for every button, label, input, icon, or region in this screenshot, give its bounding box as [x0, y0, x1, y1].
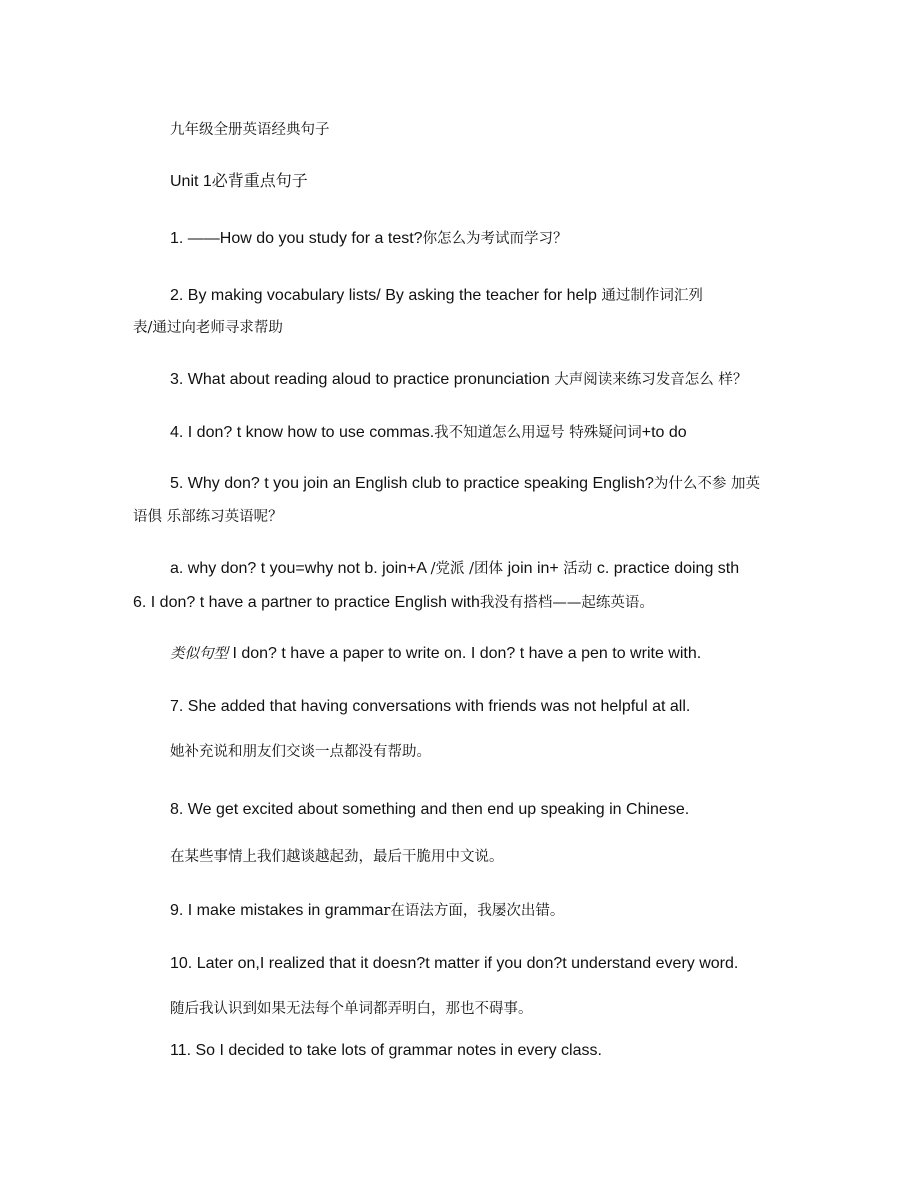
sentence-2-chinese-continuation: 表/通过向老师寻求帮助: [133, 320, 283, 336]
sentence-7-translation: [170, 742, 431, 762]
sentence-1-english: 1. ——How do you study for a test?: [170, 230, 423, 247]
sentence-11: [170, 1041, 602, 1061]
sentence-2: [170, 286, 703, 306]
sentence-2-continuation: [133, 318, 283, 338]
sentence-9-english: 9. I make mistakes in gramma: [170, 902, 384, 919]
sentence-5-continuation: [133, 507, 283, 527]
document-title-text: 九年级全册英语经典句子: [170, 122, 330, 138]
note-a-part-3: join in+: [507, 560, 564, 577]
sentence-1: [170, 229, 568, 249]
sentence-10-chinese: 随后我认识到如果无法每个单词都弄明白，那也不碍事。: [170, 1001, 533, 1017]
sentence-5-chinese-continuation: 语俱 乐部练习英语呢？: [133, 509, 283, 525]
sentence-10-english: 10. Later on,I realized that it doesn?t matter if you don?t understand every word.: [170, 955, 739, 972]
similar-pattern: [170, 644, 701, 664]
sentence-4-english-tail: +to do: [641, 424, 687, 441]
sentence-6-chinese: 我没有搭档——起练英语。: [479, 595, 654, 611]
note-a-part-2: /党派 /团体: [430, 561, 508, 577]
sentence-5-chinese: 为什么不参 加英: [653, 476, 760, 492]
sentence-7-chinese: 她补充说和朋友们交谈一点都没有帮助。: [170, 744, 431, 760]
sentence-6: [133, 593, 654, 613]
unit-heading-text: Unit 1必背重点句子: [170, 173, 308, 190]
sentence-4: [170, 423, 687, 443]
similar-pattern-label: 类似句型: [170, 646, 228, 662]
document-title: [170, 120, 330, 140]
sentence-8-chinese: 在某些事情上我们越谈越起劲，最后干脆用中文说。: [170, 849, 504, 865]
sentence-8: [170, 800, 689, 820]
sentence-5: [170, 474, 760, 494]
note-a-part-5: c. practice doing sth: [596, 560, 740, 577]
sentence-11-english: 11. So I decided to take lots of grammar notes in every class.: [170, 1042, 602, 1059]
sentence-4-english: 4. I don? t know how to use commas.: [170, 424, 435, 441]
note-a-part-4: 活动: [563, 561, 597, 577]
sentence-3-english: 3. What about reading aloud to practice pronunciation: [170, 371, 555, 388]
unit-heading: [170, 172, 308, 192]
sentence-5-english: 5. Why don? t you join an English club to practice speaking English?: [170, 475, 654, 492]
similar-pattern-english: I don? t have a paper to write on. I don? t have a pen to write with.: [228, 645, 702, 662]
sentence-2-english: 2. By making vocabulary lists/ By asking the teacher for help: [170, 287, 602, 304]
sentence-8-english: 8. We get excited about something and then end up speaking in Chinese.: [170, 801, 690, 818]
sentence-4-chinese: 我不知道怎么用逗号 特殊疑问词: [434, 425, 642, 441]
sentence-2-chinese: 通过制作词汇列: [601, 288, 703, 304]
sentence-3-chinese: 大声阅读来练习发音怎么 样？: [554, 372, 748, 388]
sentence-7-english: 7. She added that having conversations with friends was not helpful at all.: [170, 698, 691, 715]
sentence-10-translation: [170, 999, 533, 1019]
sentence-3: [170, 370, 747, 390]
sentence-6-english: 6. I don? t have a partner to practice English with: [133, 594, 480, 611]
note-a-part-1: a. why don? t you=why not b. join+A: [170, 560, 431, 577]
sentence-10: [170, 954, 738, 974]
sentence-1-chinese: 你怎么为考试而学习？: [422, 231, 568, 247]
sentence-9-chinese: r在语法方面，我屡次出错。: [383, 903, 565, 919]
sentence-9: [170, 901, 564, 921]
sentence-8-translation: [170, 847, 504, 867]
note-a: [170, 559, 739, 579]
sentence-7: [170, 697, 690, 717]
